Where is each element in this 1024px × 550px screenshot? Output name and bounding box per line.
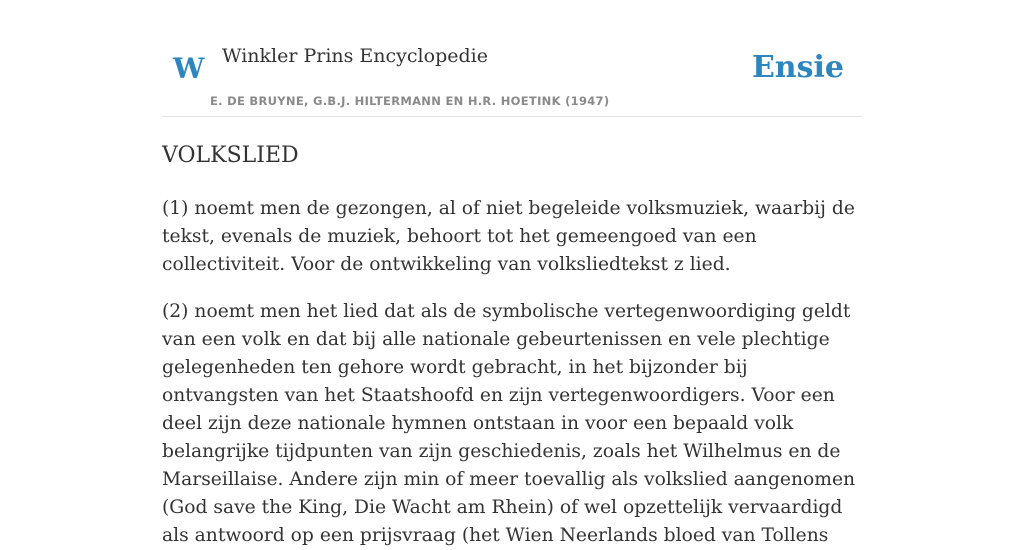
source-authors: E. DE BRUYNE, G.B.J. HILTERMANN EN H.R. HOETINK (1947) <box>210 94 610 108</box>
header <box>162 0 862 117</box>
ensie-logo-link[interactable]: Ensie <box>751 50 844 85</box>
article-body <box>162 195 862 550</box>
article-paragraph-1: (1) noemt men de gezongen, al of niet begeleide volksmuziek, waarbij de tekst, evenals de muziek, behoort tot het gemeengoed van een collectiviteit. Voor de ontwikkeling van volksliedtekst z lied. <box>162 198 855 275</box>
article-title: VOLKSLIED <box>162 143 299 168</box>
page <box>162 0 862 550</box>
source-title[interactable]: Winkler Prins Encyclopedie <box>222 45 488 67</box>
source-logo[interactable]: W <box>173 52 205 85</box>
article-paragraph-2: (2) noemt men het lied dat als de symbolische vertegenwoordiging geldt van een volk en dat bij alle nationale gebeurtenissen en vele plechtige gelegenheden ten gehore wordt gebracht, in het bijzonder bij ontvangsten van het Staatshoofd en zijn vertegenwoordigers. Voor een deel zijn deze nationale hymnen ontstaan in voor een bepaald volk belangrijke tijdpunten van zijn geschiedenis, zoals het Wilhelmus en de Marseillaise. Andere zijn min of meer toevallig als volkslied aangenomen (God save the King, Die Wacht am Rhein) of wel opzettelijk vervaardigd als antwoord op een prijsvraag (het Wien Neerlands bloed van Tollens <box>162 301 856 546</box>
